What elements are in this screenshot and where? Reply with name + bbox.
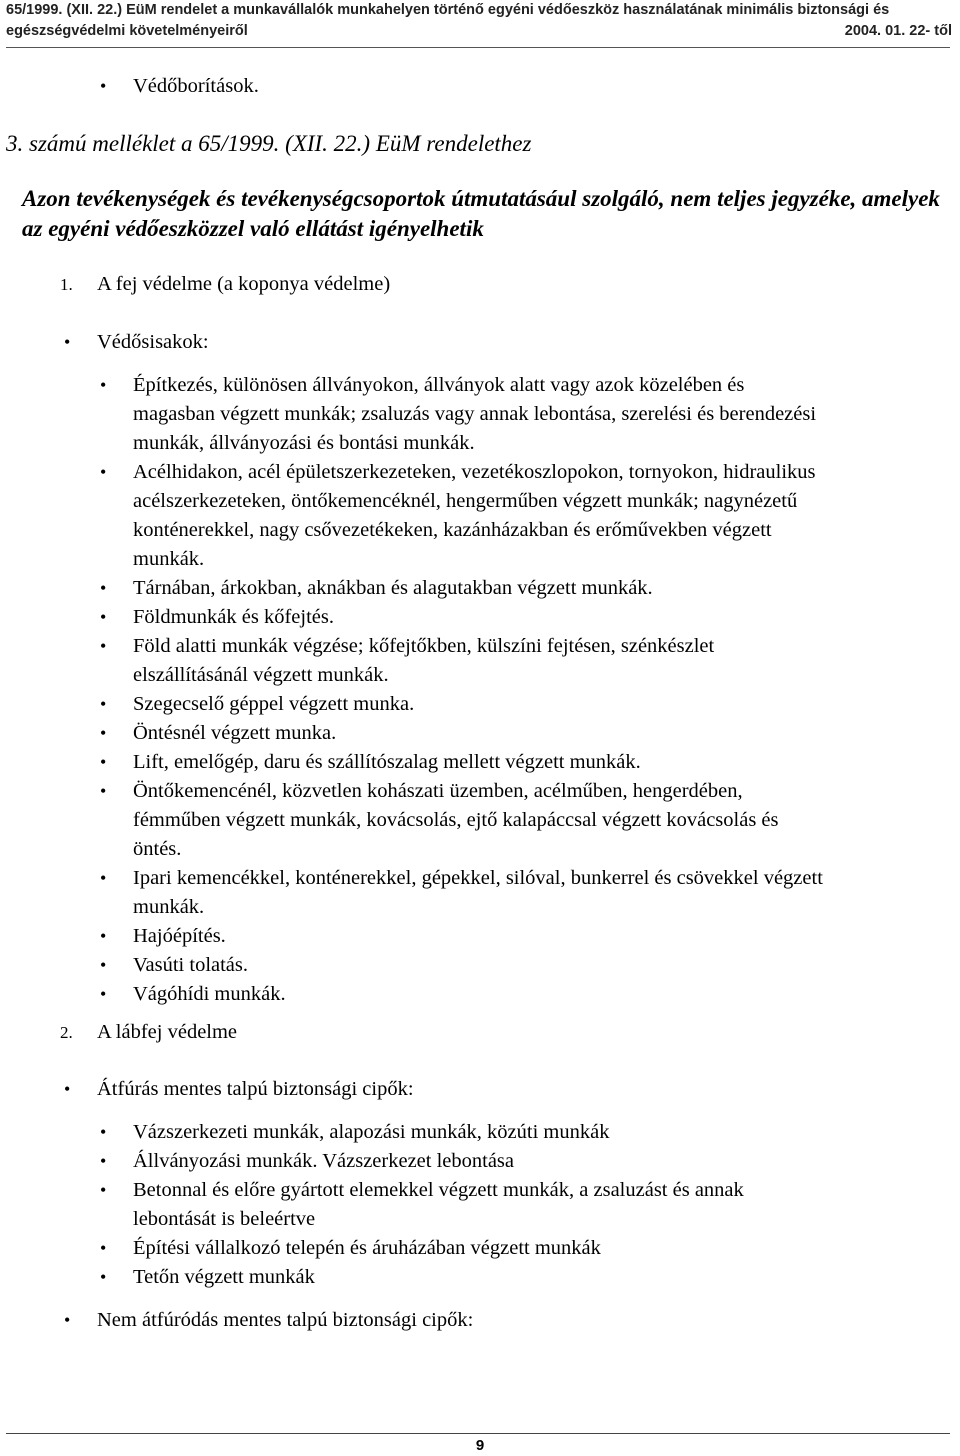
list-item-line: Öntőkemencénél, közvetlen kohászati üzemben, acélműben, hengerdében, [133,780,743,802]
list-item-line: magasban végzett munkák; zsaluzás vagy annak lebontása, szerelési és berendezési [133,403,817,425]
list-item-line: Hajóépítés. [133,925,226,947]
bullet-icon: • [64,1310,71,1330]
section1-group: Védősisakok: [97,331,209,353]
list-item-line: Acélhidakon, acél épületszerkezeteken, vezetékoszlopokon, tornyokon, hidraulikus [133,461,816,483]
list-item-line: munkák. [133,548,205,570]
bullet-icon: • [100,462,107,482]
list-item-line: öntés. [133,838,182,860]
bullet-icon: • [64,1079,71,1099]
list-item-line: Tetőn végzett munkák [133,1266,315,1288]
running-header [6,0,952,42]
section2-group1: Átfúrás mentes talpú biztonsági cipők: [97,1078,414,1100]
list-item-line: Tárnában, árkokban, aknákban és alagutakban végzett munkák. [133,577,653,599]
footer-divider [6,1433,950,1434]
list-item-line: Ipari kemencékkel, konténerekkel, gépekkel, silóval, bunkerrel és csövekkel végzett [133,867,823,889]
bullet-icon: • [100,607,107,627]
bullet-icon: • [100,1151,107,1171]
list-item-line: Építkezés, különösen állványokon, állványok alatt vagy azok közelében és [133,374,745,396]
bullet-icon: • [100,694,107,714]
bullet-icon: • [100,76,107,96]
list-item-line: munkák. [133,896,205,918]
header-subtitle: egészségvédelmi követelményeiről [6,23,248,39]
section2-number: 2. [60,1023,73,1042]
section1-title: A fej védelme (a koponya védelme) [97,273,391,295]
header-date: 2004. 01. 22- től [844,23,952,39]
list-item-line: Vasúti tolatás. [133,954,249,976]
bullet-icon: • [100,578,107,598]
list-item-line: Vágóhídi munkák. [133,983,286,1005]
section2-group2: Nem átfúródás mentes talpú biztonsági cipők: [97,1309,474,1331]
section2-title: A lábfej védelme [97,1021,238,1043]
bullet-icon: • [100,984,107,1004]
bullet-icon: • [64,332,71,352]
list-item-line: fémműben végzett munkák, kovácsolás, ejtő kalapáccsal végzett kovácsolás és [133,809,779,831]
annex-title: 3. számú melléklet a 65/1999. (XII. 22.) EüM rendelethez [6,131,532,156]
list-item-line: acélszerkezeteken, öntőkemencéknél, hengerműben végzett munkák; nagynézetű [133,490,798,512]
list-item-line: Föld alatti munkák végzése; kőfejtőkben, külszíni fejtésen, szénkészlet [133,635,715,657]
bullet-icon: • [100,1238,107,1258]
bullet-icon: • [100,375,107,395]
top-item: Védőborítások. [133,75,259,97]
bullet-icon: • [100,752,107,772]
list-item-line: Öntésnél végzett munka. [133,722,337,744]
section1-number: 1. [60,275,73,294]
bullet-icon: • [100,926,107,946]
list-item-line: munkák, állványozási és bontási munkák. [133,432,475,454]
bullet-icon: • [100,636,107,656]
list-item-line: Betonnal és előre gyártott elemekkel végzett munkák, a zsaluzást és annak [133,1179,744,1201]
header-divider [6,47,950,48]
list-item-line: Földmunkák és kőfejtés. [133,606,334,628]
bullet-icon: • [100,1180,107,1200]
header-title: 65/1999. (XII. 22.) EüM rendelet a munkavállalók munkahelyen történő egyéni védőeszköz használatának minimális biztonsági és [6,2,890,18]
list-item-line: Lift, emelőgép, daru és szállítószalag mellett végzett munkák. [133,751,641,773]
list-item-line: lebontását is beleértve [133,1208,316,1230]
list-item-line: elszállításánál végzett munkák. [133,664,389,686]
bullet-icon: • [100,723,107,743]
list-item-line: Építési vállalkozó telepén és áruházában végzett munkák [133,1237,601,1259]
bullet-icon: • [100,1122,107,1142]
list-item-line: konténerekkel, nagy csővezetékeken, kazánházakban és erőművekben végzett [133,519,772,541]
list-item-line: Szegecselő géppel végzett munka. [133,693,415,715]
bullet-icon: • [100,955,107,975]
page-number: 9 [475,1437,485,1454]
bullet-icon: • [100,1267,107,1287]
document-heading: Azon tevékenységek és tevékenységcsoportok útmutatásául szolgáló, nem teljes jegyzéke, amelyek az egyéni védőeszközzel való ellátást igényelhetik [22,186,940,241]
bullet-icon: • [100,868,107,888]
header-line2 [6,21,952,42]
list-item-line: Vázszerkezeti munkák, alapozási munkák, közúti munkák [133,1121,610,1143]
list-item-line: Állványozási munkák. Vázszerkezet lebontása [133,1150,515,1172]
bullet-icon: • [100,781,107,801]
